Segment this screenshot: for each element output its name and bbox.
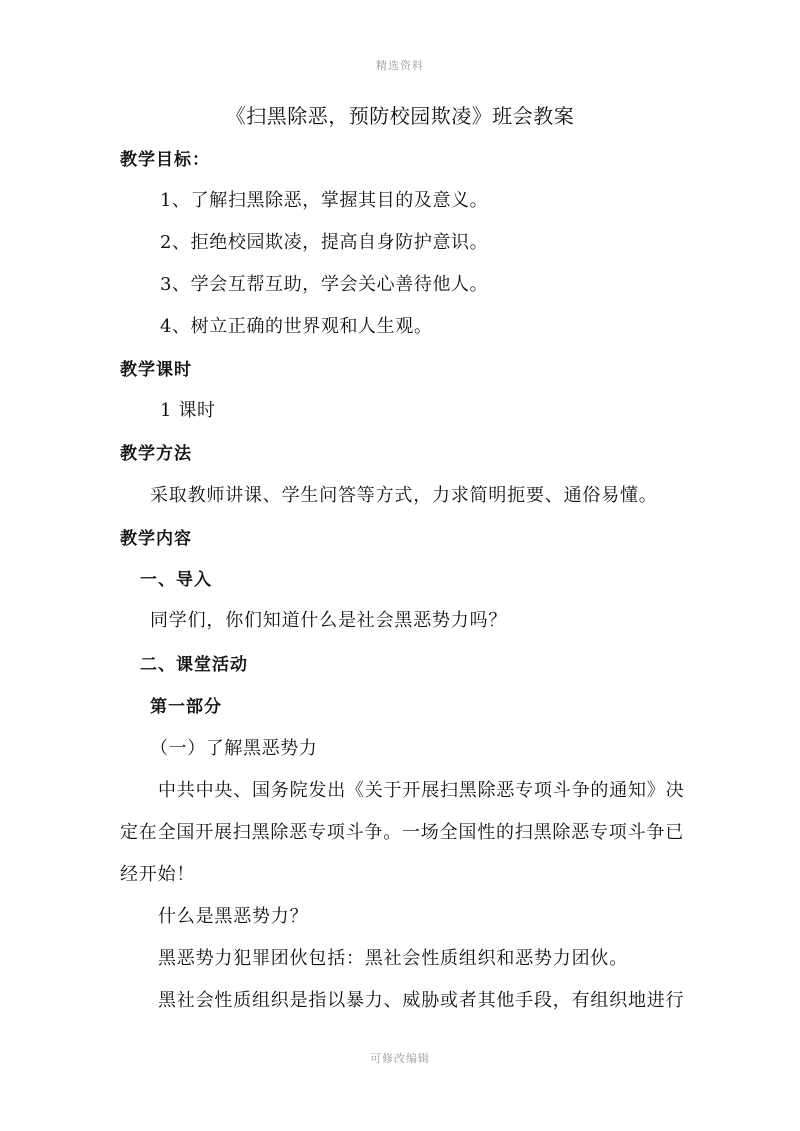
objectives-heading: 教学目标： [120, 150, 210, 170]
objective-item-1: 1、了解扫黑除恶，掌握其目的及意义。 [160, 190, 489, 211]
method-heading: 教学方法 [120, 444, 192, 464]
paragraph-line-3: 经开始！ [120, 864, 196, 885]
objective-item-2: 2、拒绝校园欺凌，提高自身防护意识。 [160, 232, 489, 253]
paragraph-line-1: 中共中央、国务院发出《关于开展扫黑除恶专项斗争的通知》决 [158, 780, 685, 801]
activity-heading: 二、课堂活动 [140, 655, 248, 675]
question-text: 什么是黑恶势力？ [158, 906, 309, 927]
hours-text: 1 课时 [160, 400, 216, 421]
document-title: 《扫黑除恶，预防校园欺凌》班会教案 [225, 104, 575, 128]
last-line-text: 黑社会性质组织是指以暴力、威胁或者其他手段，有组织地进行 [158, 990, 685, 1011]
paragraph-line-2: 定在全国开展扫黑除恶专项斗争。一场全国性的扫黑除恶专项斗争已 [120, 822, 684, 843]
content-heading: 教学内容 [120, 529, 192, 549]
footer-note: 可修改编辑 [370, 1052, 430, 1065]
intro-text: 同学们，你们知道什么是社会黑恶势力吗？ [150, 610, 508, 631]
hours-heading: 教学课时 [120, 360, 192, 380]
header-note: 精选资料 [376, 59, 424, 72]
part-one-heading: 第一部分 [150, 697, 222, 717]
definition-text: 黑恶势力犯罪团伙包括：黑社会性质组织和恶势力团伙。 [158, 948, 628, 969]
objective-item-4: 4、树立正确的世界观和人生观。 [160, 316, 433, 337]
understand-heading: （一）了解黑恶势力 [150, 738, 318, 759]
objective-item-3: 3、学会互帮互助，学会关心善待他人。 [160, 274, 489, 295]
intro-heading: 一、导入 [140, 570, 212, 590]
method-text: 采取教师讲课、学生问答等方式，力求简明扼要、通俗易懂。 [150, 485, 658, 506]
